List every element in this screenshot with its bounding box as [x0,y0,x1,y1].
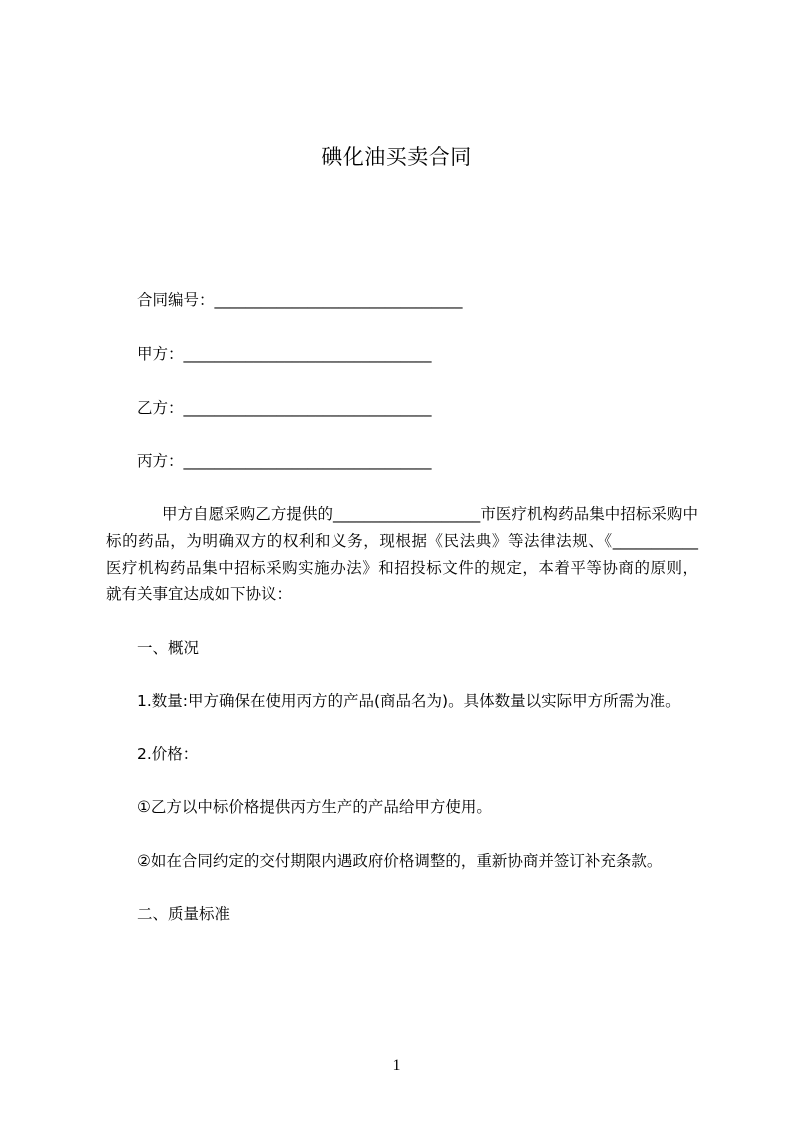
intro-paragraph-line: 甲方自愿采购乙方提供的___________________市医疗机构药品集中招标采购中 [162,505,698,523]
document-title: 碘化油买卖合同 [321,145,472,169]
clause-price: 2.价格： [137,745,199,763]
clause-quantity: 1.数量:甲方确保在使用丙方的产品(商品名为)。具体数量以实际甲方所需为准。 [137,692,681,710]
field-label: 合同编号： [137,291,215,309]
party-b-field [137,398,432,418]
field-label: 乙方： [137,399,184,417]
field-blank: ________________________________ [183,452,432,470]
intro-paragraph-line: 医疗机构药品集中招标采购实施办法》和招投标文件的规定，本着平等协商的原则， [106,559,698,577]
field-blank: ________________________________ [183,399,432,417]
clause-price-item-2: ②如在合同约定的交付期限内遇政府价格调整的，重新协商并签订补充条款。 [137,852,663,870]
field-label: 甲方： [137,345,184,363]
field-blank: ________________________________ [214,291,463,309]
intro-paragraph-line: 标的药品，为明确双方的权利和义务，现根据《民法典》等法律法规、《___________ [106,532,698,550]
section-heading-quality: 二、质量标准 [137,905,231,923]
section-heading-overview: 一、概况 [137,639,200,657]
field-label: 丙方： [137,452,184,470]
party-c-field [137,451,432,471]
contract-number-field [137,290,463,310]
page-number: 1 [392,1057,401,1074]
clause-price-item-1: ①乙方以中标价格提供丙方生产的产品给甲方使用。 [137,798,492,816]
party-a-field [137,344,432,364]
field-blank: ________________________________ [183,345,432,363]
intro-paragraph-line: 就有关事宜达成如下协议： [106,585,293,603]
